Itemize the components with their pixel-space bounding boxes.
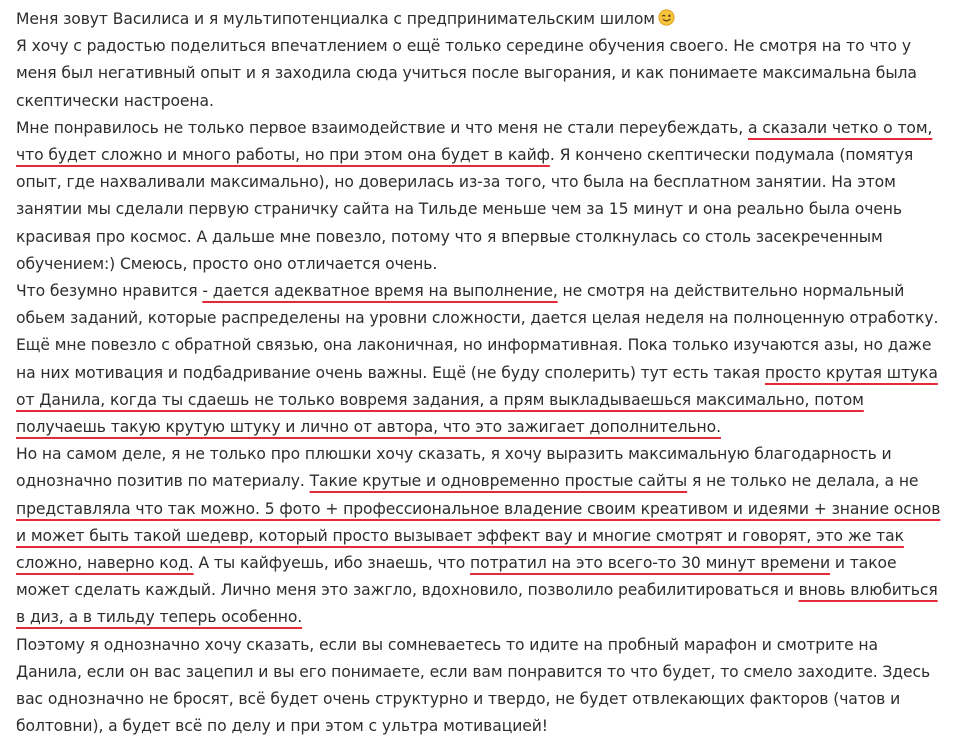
paragraph-3 xyxy=(16,278,946,441)
p4-text-c: А ты кайфуешь, ибо знаешь, что xyxy=(193,554,471,573)
p4-highlight-2: представляла что так можно. 5 фото + профессиональное владение своим креативом и идеями + знание основ и может быть такой шедевр, который просто вызывает эффект вау и многие смотрят и говорят, это же так сложно, наверно код. xyxy=(16,499,941,573)
p2-text-b: . Я кончено скептически подумала (помятуя опыт, где нахваливали максимально), но доверилась из-за того, что была на бесплатном занятии. На этом занятии мы сделали первую страничку сайта на Тильде меньше чем за 15 минут и она реально была очень красивая про космос. А дальше мне повезло, потому что я впервые столкнулась со столь засекреченным обучением:) Смеюсь, просто оно отличается очень. xyxy=(16,146,914,273)
p3-text-b: не смотря на действительно нормальный обьем заданий, которые распределены на уровни сложности, дается целая неделя на полноценную отработку. Ещё мне повезло с обратной связью, она лаконичная, но информативная. Пока только изучаются азы, но даже на них мотивация и подбадривание очень важны. Ещё (не буду сполерить) тут есть такая xyxy=(16,282,939,382)
p4-text-a: Но на самом деле, я не только про плюшки хочу сказать, я хочу выразить максимальную благодарность и однозначно позитив по материалу. xyxy=(16,445,892,491)
p3-highlight-2: просто крутая штука от Данила, когда ты сдаешь не только вовремя задания, а прям выкладываешься максимально, потом получаешь такую крутую штуку и лично от автора, что это зажигает дополнительно. xyxy=(16,363,938,437)
p4-highlight-3: потратил на это всего-то 30 минут времени xyxy=(470,554,831,573)
paragraph-5: Поэтому я однозначно хочу сказать, если вы сомневаетесь то идите на пробный марафон и смотрите на Данила, если он вас зацепил и вы его понимаете, если вам понравится то что будет, то смело заходите. Здесь вас однозначно не бросят, всё будет очень структурно и твердо, не будет отвлекающих факторов (чатов и болтовни), а будет всё по делу и при этом с ультра мотивацией! xyxy=(16,635,931,736)
p3-highlight-1: - дается адекватное время на выполнение, xyxy=(202,282,558,301)
winking-face-emoji-icon xyxy=(658,9,675,26)
p4-text-b: я не только не делала, а не xyxy=(687,472,919,491)
intro-text: Меня зовут Василиса и я мультипотенциалка с предпринимательским шилом xyxy=(16,10,655,28)
p4-highlight-4: вновь влюбиться в диз, а в тильду теперь особенно. xyxy=(16,581,938,627)
paragraph-4 xyxy=(16,441,946,631)
p3-text-a: Что безумно нравится xyxy=(16,282,203,301)
p4-highlight-1: Такие крутые и одновременно простые сайты xyxy=(309,472,688,491)
paragraph-1: Я хочу с радостью поделиться впечатлением о ещё только середине обучения своего. Не смотря на то что у меня был негативный опыт и я заходила сюда учиться после выгорания, и как понимаете максимальна была скептически настроена. xyxy=(16,37,917,110)
p2-text-a: Мне понравилось не только первое взаимодействие и что меня не стали переубеждать, xyxy=(16,118,748,137)
review-text-block xyxy=(16,6,946,740)
intro-line xyxy=(16,6,946,33)
p4-text-d: и такое может сделать каждый. Лично меня это зажгло, вдохновило, позволило реабилитироваться и xyxy=(16,554,897,600)
paragraph-2 xyxy=(16,115,946,278)
p2-highlight-1: а сказали четко о том, что будет сложно и много работы, но при этом она будет в кайф xyxy=(16,118,933,165)
